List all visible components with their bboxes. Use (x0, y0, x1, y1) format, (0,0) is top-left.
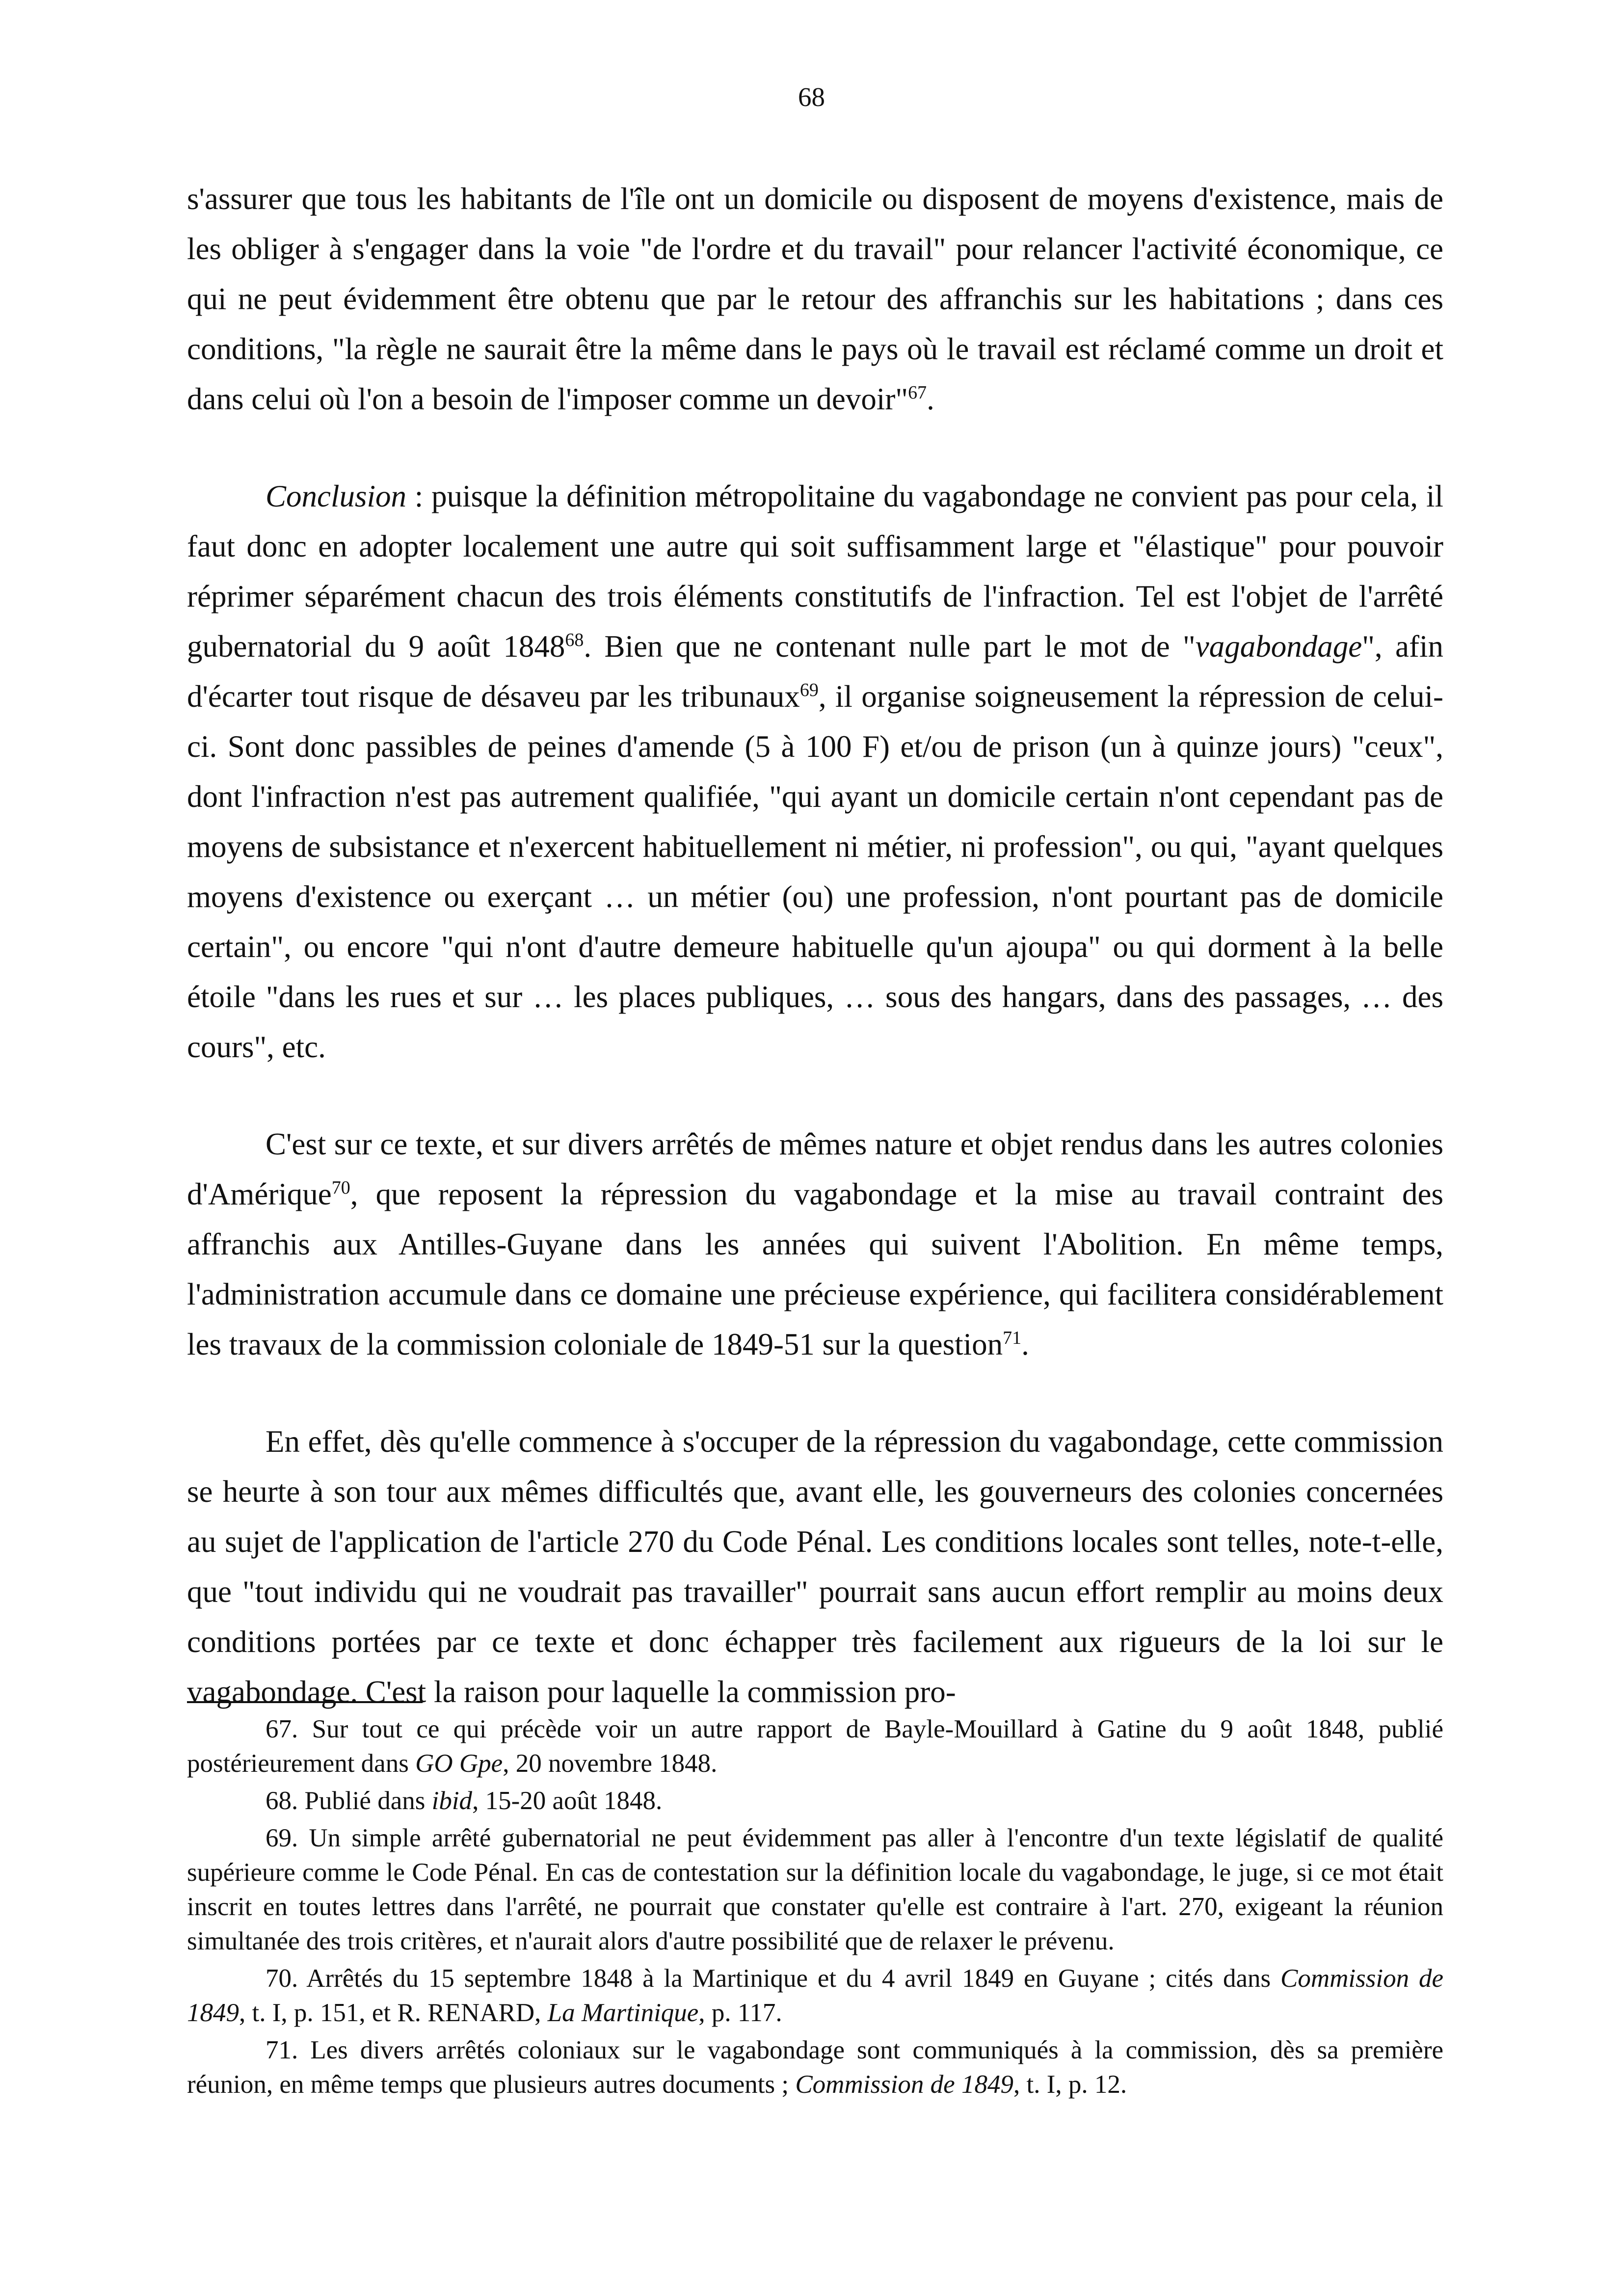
footnote-70-italic-a: Commission de 1849 (187, 1964, 1443, 2027)
paragraph-1 (187, 174, 1443, 424)
footnote-68-text-a: 68. Publié dans (266, 1787, 432, 1815)
footnote-69 (187, 1821, 1443, 1958)
paragraph-4-text: En effet, dès qu'elle commence à s'occuper de la répression du vagabondage, cette commission se heurte à son tour aux mêmes difficultés que, avant elle, les gouverneurs des colonies concernées au sujet de l'application de l'article 270 du Code Pénal. Les conditions locales sont telles, note-t-elle, que "tout individu qui ne voudrait pas travailler" pourrait sans aucun effort remplir au moins deux conditions portées par ce texte et donc échapper très facilement aux rigueurs de la loi sur le vagabondage. C'est la raison pour laquelle la commission pro- (187, 1424, 1443, 1709)
footnote-70-italic-b: La Martinique (547, 1999, 699, 2027)
paragraph-1-tail: . (927, 382, 934, 416)
footnote-70-text-c: , p. 117. (698, 1999, 782, 2027)
note-ref-67[interactable]: 67 (908, 382, 927, 403)
note-ref-70[interactable]: 70 (331, 1177, 350, 1198)
paragraph-3-text-b: , que reposent la répression du vagabondage et la mise au travail contraint des affranchis aux Antilles-Guyane dans les années qui suivent l'Abolition. En même temps, l'administration accumule dans ce domaine une précieuse expérience, qui facilitera considérablement les travaux de la commission coloniale de 1849-51 sur la question (187, 1177, 1443, 1362)
paragraph-2-text-b: . Bien que ne contenant nulle part le mot de " (584, 629, 1196, 664)
footnote-70-text-a: 70. Arrêtés du 15 septembre 1848 à la Martinique et du 4 avril 1849 en Guyane ; cités dans (266, 1964, 1281, 1993)
footnote-70 (187, 1961, 1443, 2030)
footnote-71-text-b: , t. I, p. 12. (1013, 2070, 1127, 2099)
paragraph-2-lead: Conclusion (266, 479, 407, 513)
paragraph-4 (187, 1416, 1443, 1717)
footnote-68-italic: ibid (431, 1787, 473, 1815)
footnote-67-text-a: 67. Sur tout ce qui précède voir un autre rapport de Bayle-Mouillard à Gatine du 9 août 1848, publié postérieurement dans (187, 1715, 1443, 1778)
note-ref-68[interactable]: 68 (565, 630, 584, 650)
paragraph-2-text-a: : puisque la définition métropolitaine du vagabondage ne convient pas pour cela, il faut donc en adopter localement une autre qui soit suffisamment large et "élastique" pour pouvoir réprimer séparément chacun des trois éléments constitutifs de l'infraction. Tel est l'objet de l'arrêté gubernatorial du 9 août 1848 (187, 479, 1443, 664)
footnote-separator (187, 1701, 423, 1703)
page-number: 68 (798, 82, 825, 112)
footnote-68-text-b: , 15-20 août 1848. (472, 1787, 663, 1815)
footnote-70-text-b: , t. I, p. 151, et R. RENARD, (239, 1999, 548, 2027)
footnote-71-text-a: 71. Les divers arrêtés coloniaux sur le vagabondage sont communiqués à la commission, dès sa première réunion, en même temps que plusieurs autres documents ; (187, 2036, 1443, 2099)
footnote-69-text: 69. Un simple arrêté gubernatorial ne peut évidemment pas aller à l'encontre d'un texte législatif de qualité supérieure comme le Code Pénal. En cas de contestation sur la définition locale du vagabondage, le juge, si ce mot était inscrit en toutes lettres dans l'arrêté, ne pourrait que constater qu'elle est contraire à l'art. 270, exigeant la réunion simultanée des trois critères, et n'aurait alors d'autre possibilité que de relaxer le prévenu. (187, 1824, 1443, 1955)
paragraph-2-italic-word: vagabondage (1195, 629, 1362, 664)
footnotes (187, 1712, 1443, 2105)
paragraph-3-text-c: . (1021, 1327, 1029, 1362)
footnote-67 (187, 1712, 1443, 1781)
paragraph-3-text-a: C'est sur ce texte, et sur divers arrêtés de mêmes nature et objet rendus dans les autres colonies d'Amérique (187, 1127, 1443, 1211)
paragraph-2-text-c: ", afin d'écarter tout risque de désaveu par les tribunaux (187, 629, 1443, 714)
paragraph-2 (187, 471, 1443, 1072)
footnote-71-italic: Commission de 1849 (795, 2070, 1013, 2099)
note-ref-71[interactable]: 71 (1003, 1328, 1022, 1348)
note-ref-69[interactable]: 69 (799, 680, 819, 700)
paragraph-2-text-d: , il organise soigneusement la répression de celui-ci. Sont donc passibles de peines d'amende (5 à 100 F) et/ou de prison (un à quinze jours) "ceux", dont l'infraction n'est pas autrement qualifiée, "qui ayant un domicile certain n'ont cependant pas de moyens de subsistance et n'exercent habituellement ni métier, ni profession", ou qui, "ayant quelques moyens d'existence ou exerçant … un métier (ou) une profession, n'ont pourtant pas de domicile certain", ou encore "qui n'ont d'autre demeure habituelle qu'un ajoupa" ou qui dorment à la belle étoile "dans les rues et sur … les places publiques, … sous des hangars, dans des passages, … des cours", etc. (187, 679, 1443, 1064)
footnote-67-italic: GO Gpe (415, 1749, 503, 1778)
footnote-67-text-b: , 20 novembre 1848. (503, 1749, 718, 1778)
footnote-68 (187, 1784, 1443, 1818)
body-text (187, 174, 1443, 1717)
paragraph-1-text: s'assurer que tous les habitants de l'île ont un domicile ou disposent de moyens d'existence, mais de les obliger à s'engager dans la voie "de l'ordre et du travail" pour relancer l'activité économique, ce qui ne peut évidemment être obtenu que par le retour des affranchis sur les habitations ; dans ces conditions, "la règle ne saurait être la même dans le pays où le travail est réclamé comme un droit et dans celui où l'on a besoin de l'imposer comme un devoir" (187, 182, 1443, 416)
footnote-71 (187, 2033, 1443, 2102)
paragraph-3 (187, 1119, 1443, 1369)
